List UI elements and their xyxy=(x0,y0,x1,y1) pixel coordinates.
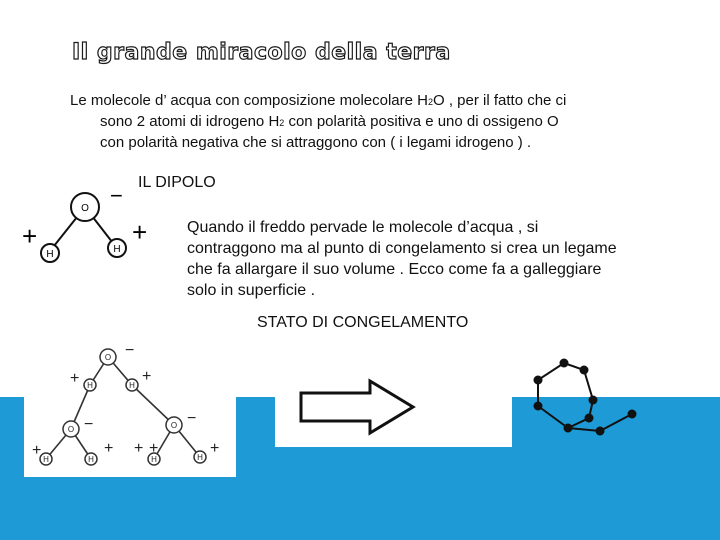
intro-line-2 xyxy=(70,112,670,133)
intro-line1-a: Le molecole d’ acqua con composizione molecolare H xyxy=(70,92,428,109)
intro-line1-b: O , per il fatto che ci xyxy=(433,92,567,109)
freddo-line: contraggono ma al punto di congelamento si crea un legame xyxy=(187,240,617,257)
right-arrow-icon xyxy=(298,378,418,438)
lattice-hydrogen: H xyxy=(129,381,135,390)
lattice-plus: + xyxy=(104,440,114,457)
intro-line1-sub: 2 xyxy=(427,97,433,107)
hydrogen-symbol-right: H xyxy=(113,244,121,255)
plus-sign-left: + xyxy=(22,221,38,251)
lattice-plus: + xyxy=(32,442,42,459)
oxygen-symbol: O xyxy=(81,203,89,214)
lattice-oxygen: O xyxy=(67,425,75,434)
intro-line-1 xyxy=(70,91,670,112)
lattice-plus: + xyxy=(142,368,152,385)
lattice-plus: + xyxy=(134,440,144,457)
stato-label: STATO DI CONGELAMENTO xyxy=(257,314,469,331)
intro-line2-a: sono 2 atomi di idrogeno H xyxy=(100,113,280,130)
page-title: Il grande miracolo della terra xyxy=(72,40,451,65)
lattice-hydrogen: H xyxy=(88,455,94,464)
intro-line2-sub: 2 xyxy=(279,118,285,128)
ice-lattice-diagram xyxy=(24,337,236,477)
lattice-minus: − xyxy=(125,342,135,359)
intro-line-3: con polarità negativa che si attraggono con ( i legami idrogeno ) . xyxy=(100,134,532,151)
freddo-line: che fa allargare il suo volume . Ecco come fa a galleggiare xyxy=(187,261,602,278)
freddo-line: solo in superficie . xyxy=(187,282,316,299)
lattice-hydrogen: H xyxy=(87,381,93,390)
intro-line2-b: con polarità positiva e uno di ossigeno O xyxy=(284,113,559,130)
lattice-hydrogen: H xyxy=(43,455,49,464)
hydrogen-symbol-left: H xyxy=(46,249,54,260)
lattice-oxygen: O xyxy=(104,353,112,362)
ring-molecule-icon xyxy=(525,352,645,437)
dipole-molecule-diagram xyxy=(20,185,165,280)
dipolo-label: IL DIPOLO xyxy=(138,174,216,191)
lattice-hydrogen: H xyxy=(197,453,203,462)
freddo-paragraph xyxy=(187,217,687,301)
lattice-plus: + xyxy=(149,440,159,457)
plus-sign-right: + xyxy=(132,217,148,247)
lattice-hydrogen: H xyxy=(151,455,157,464)
lattice-oxygen: O xyxy=(170,421,178,430)
minus-sign: − xyxy=(110,185,123,208)
intro-paragraph xyxy=(70,91,670,153)
lattice-plus: + xyxy=(70,370,80,387)
lattice-minus: − xyxy=(84,416,94,433)
lattice-minus: − xyxy=(187,410,197,427)
lattice-plus: + xyxy=(210,440,220,457)
freddo-line: Quando il freddo pervade le molecole d’acqua , si xyxy=(187,219,539,236)
